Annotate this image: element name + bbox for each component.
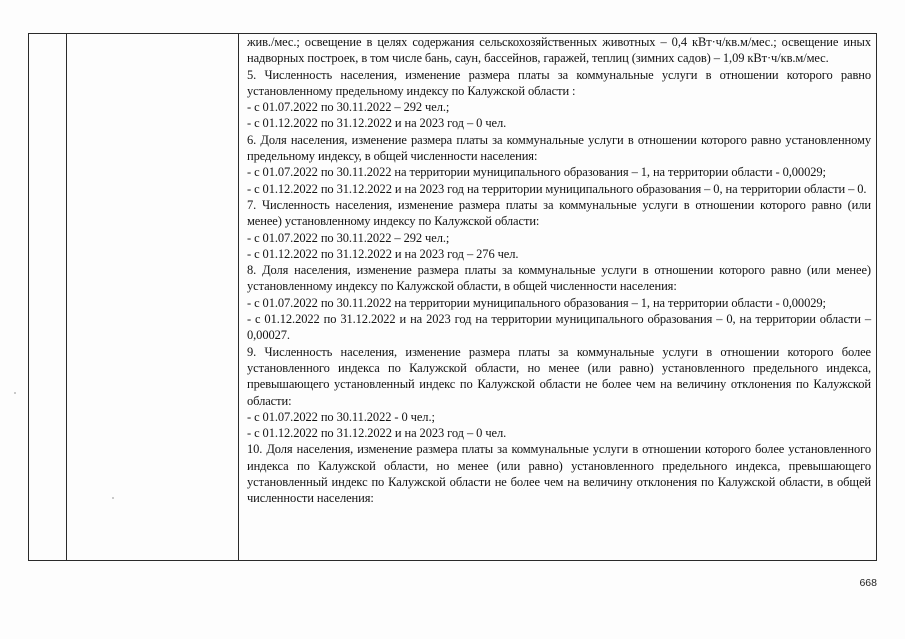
paragraph: - с 01.12.2022 по 31.12.2022 и на 2023 год – 0 чел.	[247, 116, 507, 131]
document-table	[28, 33, 877, 561]
paragraph: 5. Численность населения, изменение размера платы за коммунальные услуги в отношении которого равно установленному предельному индексу по Калужской области :	[247, 67, 871, 98]
paragraph: - с 01.07.2022 по 30.11.2022 на территории муниципального образования – 1, на территории области - 0,00029;	[247, 165, 826, 180]
paragraph: - с 01.12.2022 по 31.12.2022 и на 2023 год на территории муниципального образования – 0, на территории области – 0.	[247, 181, 867, 196]
paragraph: 6. Доля населения, изменение размера платы за коммунальные услуги в отношении которого равно установленному предельному индексу, в общей численности населения:	[247, 132, 871, 164]
table-column-name	[67, 34, 239, 560]
table-column-number	[29, 34, 67, 560]
scan-speck	[14, 392, 16, 394]
paragraph: 9. Численность населения, изменение размера платы за коммунальные услуги в отношении которого более установленного индекса по Калужской области, но менее (или равно) установленного предельного индекса, превышающего установленный индекс по Калужской области не более чем на величину отклонения по Калужской области:	[247, 344, 871, 408]
paragraph: жив./мес.; освещение в целях содержания сельскохозяйственных животных – 0,4 кВт·ч/кв.м/мес.; освещение иных надворных построек, в том числе бань, саун, бассейнов, гаражей, теплиц (зимних садов) – 1,09 кВт·ч/кв.м/мес.	[247, 35, 871, 66]
scan-speck	[112, 497, 114, 499]
paragraph: - с 01.07.2022 по 30.11.2022 на территории муниципального образования – 1, на территории области - 0,00029;	[247, 295, 826, 310]
paragraph: - с 01.07.2022 по 30.11.2022 - 0 чел.;	[247, 409, 435, 424]
paragraph: 8. Доля населения, изменение размера платы за коммунальные услуги в отношении которого равно (или менее) установленному индексу по Калужской области, в общей численности населения:	[247, 263, 871, 294]
paragraph: - с 01.12.2022 по 31.12.2022 и на 2023 год на территории муниципального образования – 0, на территории области – 0,00027.	[247, 312, 871, 343]
paragraph: - с 01.07.2022 по 30.11.2022 – 292 чел.;	[247, 230, 450, 245]
paragraph: - с 01.07.2022 по 30.11.2022 – 292 чел.;	[247, 100, 450, 115]
paragraph: - с 01.12.2022 по 31.12.2022 и на 2023 год – 0 чел.	[247, 426, 507, 441]
table-column-content	[239, 34, 876, 560]
paragraph: 10. Доля населения, изменение размера платы за коммунальные услуги в отношении которого более установленного индекса по Калужской области, но менее (или равно) установленного предельного индекса, превышающего установленный индекс по Калужской области не более чем на величину отклонения по Калужской области, в общей численности населения:	[247, 442, 871, 506]
page-number: 668	[859, 577, 877, 589]
paragraph: 7. Численность населения, изменение размера платы за коммунальные услуги в отношении которого равно (или менее) установленному индексу по Калужской области:	[247, 197, 871, 229]
paragraph: - с 01.12.2022 по 31.12.2022 и на 2023 год – 276 чел.	[247, 246, 519, 261]
